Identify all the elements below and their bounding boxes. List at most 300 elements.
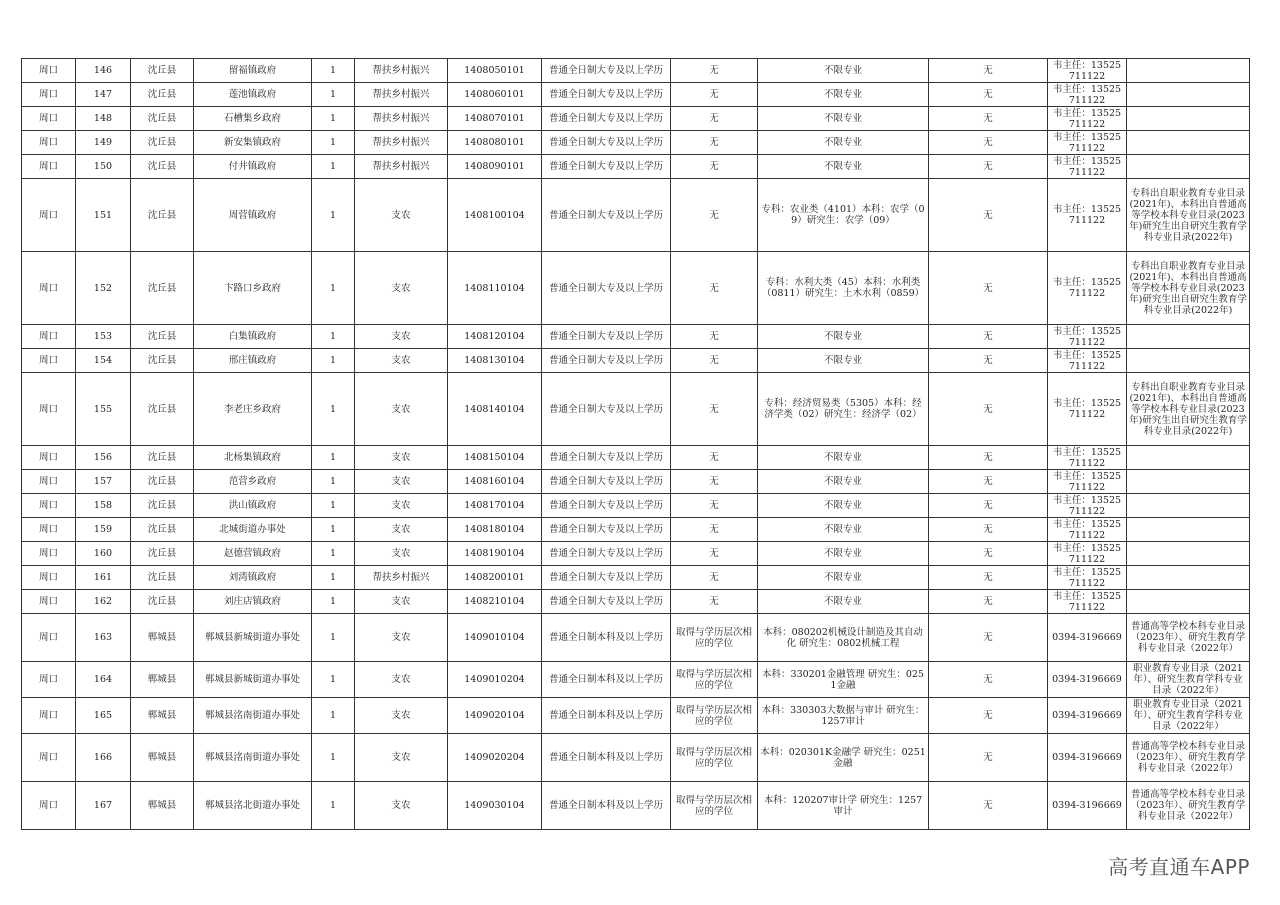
- table-row: [22, 349, 1250, 373]
- county-cell: 沈丘县: [131, 59, 194, 83]
- unit-cell: 北城街道办事处: [194, 518, 312, 542]
- county-cell: 沈丘县: [131, 566, 194, 590]
- contact-cell: 韦主任：13525711122: [1048, 252, 1127, 325]
- degree-cell: 无: [671, 566, 758, 590]
- notes-cell: 专科出自职业教育专业目录(2021年)、本科出自普通高等学校本科专业目录(2023年)研究生出自研究生教育学科专业目录(2022年): [1127, 373, 1250, 446]
- number-cell: 148: [76, 107, 131, 131]
- contact-cell: 韦主任：13525711122: [1048, 446, 1127, 470]
- count-cell: 1: [312, 252, 355, 325]
- post-cell: 支农: [355, 542, 448, 566]
- notes-cell: 专科出自职业教育专业目录(2021年)、本科出自普通高等学校本科专业目录(2023年)研究生出自研究生教育学科专业目录(2022年): [1127, 252, 1250, 325]
- contact-cell: 韦主任：13525711122: [1048, 59, 1127, 83]
- number-cell: 149: [76, 131, 131, 155]
- notes-cell: [1127, 59, 1250, 83]
- count-cell: 1: [312, 614, 355, 662]
- degree-cell: 无: [671, 59, 758, 83]
- count-cell: 1: [312, 590, 355, 614]
- contact-cell: 韦主任：13525711122: [1048, 155, 1127, 179]
- city-cell: 周口: [22, 782, 76, 830]
- count-cell: 1: [312, 59, 355, 83]
- post-cell: 帮扶乡村振兴: [355, 131, 448, 155]
- contact-cell: 0394-3196669: [1048, 662, 1127, 698]
- other-requirement-cell: 无: [929, 614, 1048, 662]
- code-cell: 1408180104: [448, 518, 542, 542]
- major-cell: 不限专业: [758, 470, 929, 494]
- contact-cell: 0394-3196669: [1048, 734, 1127, 782]
- degree-cell: 无: [671, 349, 758, 373]
- unit-cell: 郸城县洺南街道办事处: [194, 734, 312, 782]
- post-cell: 支农: [355, 734, 448, 782]
- county-cell: 沈丘县: [131, 325, 194, 349]
- city-cell: 周口: [22, 107, 76, 131]
- other-requirement-cell: 无: [929, 470, 1048, 494]
- count-cell: 1: [312, 698, 355, 734]
- table-row: [22, 179, 1250, 252]
- education-cell: 普通全日制本科及以上学历: [542, 698, 671, 734]
- city-cell: 周口: [22, 494, 76, 518]
- city-cell: 周口: [22, 325, 76, 349]
- major-cell: 不限专业: [758, 83, 929, 107]
- code-cell: 1409010104: [448, 614, 542, 662]
- other-requirement-cell: 无: [929, 542, 1048, 566]
- education-cell: 普通全日制大专及以上学历: [542, 155, 671, 179]
- major-cell: 本科：330201金融管理 研究生：0251金融: [758, 662, 929, 698]
- notes-cell: [1127, 446, 1250, 470]
- table-row: [22, 566, 1250, 590]
- unit-cell: 白集镇政府: [194, 325, 312, 349]
- count-cell: 1: [312, 662, 355, 698]
- notes-cell: [1127, 83, 1250, 107]
- other-requirement-cell: 无: [929, 59, 1048, 83]
- major-cell: 本科：080202机械设计制造及其自动化 研究生：0802机械工程: [758, 614, 929, 662]
- degree-cell: 无: [671, 131, 758, 155]
- table-row: [22, 734, 1250, 782]
- education-cell: 普通全日制本科及以上学历: [542, 782, 671, 830]
- count-cell: 1: [312, 179, 355, 252]
- table-body: [22, 59, 1250, 830]
- degree-cell: 无: [671, 494, 758, 518]
- post-cell: 支农: [355, 782, 448, 830]
- education-cell: 普通全日制大专及以上学历: [542, 446, 671, 470]
- count-cell: 1: [312, 470, 355, 494]
- contact-cell: 韦主任：13525711122: [1048, 349, 1127, 373]
- major-cell: 不限专业: [758, 566, 929, 590]
- table-row: [22, 542, 1250, 566]
- notes-cell: [1127, 470, 1250, 494]
- number-cell: 167: [76, 782, 131, 830]
- major-cell: 不限专业: [758, 107, 929, 131]
- education-cell: 普通全日制大专及以上学历: [542, 83, 671, 107]
- number-cell: 159: [76, 518, 131, 542]
- count-cell: 1: [312, 446, 355, 470]
- notes-cell: [1127, 155, 1250, 179]
- other-requirement-cell: 无: [929, 446, 1048, 470]
- count-cell: 1: [312, 542, 355, 566]
- notes-cell: 专科出自职业教育专业目录(2021年)、本科出自普通高等学校本科专业目录(2023年)研究生出自研究生教育学科专业目录(2022年): [1127, 179, 1250, 252]
- other-requirement-cell: 无: [929, 373, 1048, 446]
- code-cell: 1408120104: [448, 325, 542, 349]
- county-cell: 沈丘县: [131, 349, 194, 373]
- code-cell: 1408170104: [448, 494, 542, 518]
- major-cell: 专科：经济贸易类（5305）本科：经济学类（02）研究生：经济学（02）: [758, 373, 929, 446]
- table-row: [22, 782, 1250, 830]
- major-cell: 不限专业: [758, 542, 929, 566]
- watermark-text: 高考直通车APP: [1108, 855, 1250, 879]
- city-cell: 周口: [22, 542, 76, 566]
- number-cell: 163: [76, 614, 131, 662]
- major-cell: 不限专业: [758, 325, 929, 349]
- number-cell: 165: [76, 698, 131, 734]
- notes-cell: [1127, 542, 1250, 566]
- code-cell: 1408110104: [448, 252, 542, 325]
- code-cell: 1408200101: [448, 566, 542, 590]
- city-cell: 周口: [22, 131, 76, 155]
- degree-cell: 取得与学历层次相应的学位: [671, 614, 758, 662]
- post-cell: 帮扶乡村振兴: [355, 83, 448, 107]
- major-cell: 本科：330303大数据与审计 研究生：1257审计: [758, 698, 929, 734]
- county-cell: 沈丘县: [131, 446, 194, 470]
- table-row: [22, 614, 1250, 662]
- post-cell: 支农: [355, 179, 448, 252]
- unit-cell: 周营镇政府: [194, 179, 312, 252]
- contact-cell: 韦主任：13525711122: [1048, 470, 1127, 494]
- degree-cell: 无: [671, 179, 758, 252]
- code-cell: 1408050101: [448, 59, 542, 83]
- county-cell: 沈丘县: [131, 518, 194, 542]
- code-cell: 1408060101: [448, 83, 542, 107]
- code-cell: 1408160104: [448, 470, 542, 494]
- table-row: [22, 698, 1250, 734]
- notes-cell: 普通高等学校本科专业目录（2023年）、研究生教育学科专业目录（2022年）: [1127, 734, 1250, 782]
- unit-cell: 郸城县新城街道办事处: [194, 662, 312, 698]
- contact-cell: 韦主任：13525711122: [1048, 107, 1127, 131]
- major-cell: 不限专业: [758, 518, 929, 542]
- county-cell: 沈丘县: [131, 494, 194, 518]
- degree-cell: 无: [671, 107, 758, 131]
- number-cell: 155: [76, 373, 131, 446]
- city-cell: 周口: [22, 59, 76, 83]
- education-cell: 普通全日制大专及以上学历: [542, 325, 671, 349]
- other-requirement-cell: 无: [929, 325, 1048, 349]
- post-cell: 支农: [355, 446, 448, 470]
- major-cell: 专科：农业类（4101）本科：农学（09）研究生：农学（09）: [758, 179, 929, 252]
- table-row: [22, 446, 1250, 470]
- count-cell: 1: [312, 494, 355, 518]
- number-cell: 147: [76, 83, 131, 107]
- city-cell: 周口: [22, 349, 76, 373]
- contact-cell: 韦主任：13525711122: [1048, 542, 1127, 566]
- code-cell: 1408130104: [448, 349, 542, 373]
- other-requirement-cell: 无: [929, 518, 1048, 542]
- city-cell: 周口: [22, 698, 76, 734]
- notes-cell: [1127, 131, 1250, 155]
- count-cell: 1: [312, 131, 355, 155]
- unit-cell: 李老庄乡政府: [194, 373, 312, 446]
- count-cell: 1: [312, 566, 355, 590]
- major-cell: 本科：020301K金融学 研究生：0251金融: [758, 734, 929, 782]
- code-cell: 1409010204: [448, 662, 542, 698]
- contact-cell: 韦主任：13525711122: [1048, 373, 1127, 446]
- education-cell: 普通全日制大专及以上学历: [542, 179, 671, 252]
- code-cell: 1408140104: [448, 373, 542, 446]
- unit-cell: 莲池镇政府: [194, 83, 312, 107]
- number-cell: 154: [76, 349, 131, 373]
- contact-cell: 0394-3196669: [1048, 698, 1127, 734]
- unit-cell: 郸城县洺南街道办事处: [194, 698, 312, 734]
- table-row: [22, 131, 1250, 155]
- number-cell: 153: [76, 325, 131, 349]
- post-cell: 支农: [355, 373, 448, 446]
- number-cell: 162: [76, 590, 131, 614]
- city-cell: 周口: [22, 734, 76, 782]
- post-cell: 支农: [355, 698, 448, 734]
- notes-cell: [1127, 518, 1250, 542]
- degree-cell: 无: [671, 252, 758, 325]
- degree-cell: 无: [671, 325, 758, 349]
- notes-cell: [1127, 107, 1250, 131]
- education-cell: 普通全日制大专及以上学历: [542, 131, 671, 155]
- education-cell: 普通全日制大专及以上学历: [542, 566, 671, 590]
- code-cell: 1408150104: [448, 446, 542, 470]
- contact-cell: 韦主任：13525711122: [1048, 566, 1127, 590]
- degree-cell: 无: [671, 446, 758, 470]
- number-cell: 161: [76, 566, 131, 590]
- post-cell: 支农: [355, 325, 448, 349]
- education-cell: 普通全日制本科及以上学历: [542, 662, 671, 698]
- county-cell: 沈丘县: [131, 131, 194, 155]
- unit-cell: 赵德营镇政府: [194, 542, 312, 566]
- county-cell: 沈丘县: [131, 252, 194, 325]
- number-cell: 156: [76, 446, 131, 470]
- post-cell: 支农: [355, 349, 448, 373]
- other-requirement-cell: 无: [929, 590, 1048, 614]
- county-cell: 郸城县: [131, 698, 194, 734]
- education-cell: 普通全日制本科及以上学历: [542, 614, 671, 662]
- other-requirement-cell: 无: [929, 83, 1048, 107]
- post-cell: 帮扶乡村振兴: [355, 107, 448, 131]
- count-cell: 1: [312, 734, 355, 782]
- count-cell: 1: [312, 373, 355, 446]
- unit-cell: 郸城县新城街道办事处: [194, 614, 312, 662]
- education-cell: 普通全日制大专及以上学历: [542, 107, 671, 131]
- notes-cell: 普通高等学校本科专业目录（2023年）、研究生教育学科专业目录（2022年）: [1127, 614, 1250, 662]
- number-cell: 151: [76, 179, 131, 252]
- county-cell: 沈丘县: [131, 542, 194, 566]
- major-cell: 不限专业: [758, 131, 929, 155]
- education-cell: 普通全日制本科及以上学历: [542, 734, 671, 782]
- number-cell: 164: [76, 662, 131, 698]
- other-requirement-cell: 无: [929, 107, 1048, 131]
- major-cell: 不限专业: [758, 155, 929, 179]
- degree-cell: 无: [671, 590, 758, 614]
- county-cell: 沈丘县: [131, 107, 194, 131]
- city-cell: 周口: [22, 155, 76, 179]
- degree-cell: 取得与学历层次相应的学位: [671, 698, 758, 734]
- city-cell: 周口: [22, 566, 76, 590]
- table-row: [22, 155, 1250, 179]
- city-cell: 周口: [22, 470, 76, 494]
- degree-cell: 无: [671, 518, 758, 542]
- post-cell: 帮扶乡村振兴: [355, 155, 448, 179]
- number-cell: 160: [76, 542, 131, 566]
- code-cell: 1409030104: [448, 782, 542, 830]
- other-requirement-cell: 无: [929, 349, 1048, 373]
- code-cell: 1408090101: [448, 155, 542, 179]
- degree-cell: 取得与学历层次相应的学位: [671, 662, 758, 698]
- code-cell: 1408210104: [448, 590, 542, 614]
- other-requirement-cell: 无: [929, 131, 1048, 155]
- other-requirement-cell: 无: [929, 494, 1048, 518]
- contact-cell: 韦主任：13525711122: [1048, 179, 1127, 252]
- major-cell: 不限专业: [758, 494, 929, 518]
- unit-cell: 付井镇政府: [194, 155, 312, 179]
- number-cell: 146: [76, 59, 131, 83]
- contact-cell: 韦主任：13525711122: [1048, 131, 1127, 155]
- unit-cell: 郸城县洺北街道办事处: [194, 782, 312, 830]
- major-cell: 不限专业: [758, 59, 929, 83]
- other-requirement-cell: 无: [929, 734, 1048, 782]
- post-cell: 支农: [355, 252, 448, 325]
- other-requirement-cell: 无: [929, 782, 1048, 830]
- contact-cell: 韦主任：13525711122: [1048, 494, 1127, 518]
- other-requirement-cell: 无: [929, 179, 1048, 252]
- other-requirement-cell: 无: [929, 662, 1048, 698]
- count-cell: 1: [312, 155, 355, 179]
- education-cell: 普通全日制大专及以上学历: [542, 518, 671, 542]
- education-cell: 普通全日制大专及以上学历: [542, 470, 671, 494]
- education-cell: 普通全日制大专及以上学历: [542, 349, 671, 373]
- table-row: [22, 470, 1250, 494]
- count-cell: 1: [312, 349, 355, 373]
- city-cell: 周口: [22, 662, 76, 698]
- table-row: [22, 590, 1250, 614]
- unit-cell: 北杨集镇政府: [194, 446, 312, 470]
- number-cell: 166: [76, 734, 131, 782]
- other-requirement-cell: 无: [929, 566, 1048, 590]
- notes-cell: [1127, 349, 1250, 373]
- table-row: [22, 59, 1250, 83]
- education-cell: 普通全日制大专及以上学历: [542, 59, 671, 83]
- city-cell: 周口: [22, 252, 76, 325]
- county-cell: 郸城县: [131, 734, 194, 782]
- post-cell: 支农: [355, 590, 448, 614]
- major-cell: 不限专业: [758, 446, 929, 470]
- number-cell: 158: [76, 494, 131, 518]
- contact-cell: 0394-3196669: [1048, 614, 1127, 662]
- table-row: [22, 325, 1250, 349]
- other-requirement-cell: 无: [929, 155, 1048, 179]
- table-row: [22, 83, 1250, 107]
- major-cell: 本科：120207审计学 研究生：1257审计: [758, 782, 929, 830]
- notes-cell: [1127, 494, 1250, 518]
- notes-cell: 职业教育专业目录（2021年）、研究生教育学科专业目录（2022年）: [1127, 698, 1250, 734]
- county-cell: 沈丘县: [131, 179, 194, 252]
- degree-cell: 取得与学历层次相应的学位: [671, 782, 758, 830]
- contact-cell: 韦主任：13525711122: [1048, 590, 1127, 614]
- post-cell: 支农: [355, 470, 448, 494]
- code-cell: 1408080101: [448, 131, 542, 155]
- county-cell: 郸城县: [131, 782, 194, 830]
- city-cell: 周口: [22, 518, 76, 542]
- contact-cell: 韦主任：13525711122: [1048, 518, 1127, 542]
- unit-cell: 洪山镇政府: [194, 494, 312, 518]
- major-cell: 不限专业: [758, 349, 929, 373]
- other-requirement-cell: 无: [929, 698, 1048, 734]
- county-cell: 沈丘县: [131, 590, 194, 614]
- degree-cell: 取得与学历层次相应的学位: [671, 734, 758, 782]
- county-cell: 沈丘县: [131, 83, 194, 107]
- major-cell: 不限专业: [758, 590, 929, 614]
- unit-cell: 新安集镇政府: [194, 131, 312, 155]
- city-cell: 周口: [22, 614, 76, 662]
- unit-cell: 刘湾镇政府: [194, 566, 312, 590]
- post-cell: 支农: [355, 518, 448, 542]
- count-cell: 1: [312, 83, 355, 107]
- post-cell: 帮扶乡村振兴: [355, 59, 448, 83]
- degree-cell: 无: [671, 155, 758, 179]
- city-cell: 周口: [22, 179, 76, 252]
- table-row: [22, 518, 1250, 542]
- city-cell: 周口: [22, 590, 76, 614]
- degree-cell: 无: [671, 83, 758, 107]
- unit-cell: 留福镇政府: [194, 59, 312, 83]
- city-cell: 周口: [22, 446, 76, 470]
- education-cell: 普通全日制大专及以上学历: [542, 373, 671, 446]
- post-cell: 帮扶乡村振兴: [355, 566, 448, 590]
- city-cell: 周口: [22, 373, 76, 446]
- education-cell: 普通全日制大专及以上学历: [542, 252, 671, 325]
- notes-cell: [1127, 566, 1250, 590]
- recruitment-table: [21, 58, 1250, 830]
- notes-cell: [1127, 590, 1250, 614]
- unit-cell: 范营乡政府: [194, 470, 312, 494]
- unit-cell: 卞路口乡政府: [194, 252, 312, 325]
- table-row: [22, 107, 1250, 131]
- post-cell: 支农: [355, 614, 448, 662]
- unit-cell: 石槽集乡政府: [194, 107, 312, 131]
- code-cell: 1408190104: [448, 542, 542, 566]
- unit-cell: 刘庄店镇政府: [194, 590, 312, 614]
- code-cell: 1408100104: [448, 179, 542, 252]
- post-cell: 支农: [355, 494, 448, 518]
- table-row: [22, 662, 1250, 698]
- county-cell: 郸城县: [131, 662, 194, 698]
- post-cell: 支农: [355, 662, 448, 698]
- county-cell: 沈丘县: [131, 373, 194, 446]
- contact-cell: 韦主任：13525711122: [1048, 83, 1127, 107]
- count-cell: 1: [312, 325, 355, 349]
- count-cell: 1: [312, 782, 355, 830]
- count-cell: 1: [312, 107, 355, 131]
- degree-cell: 无: [671, 542, 758, 566]
- number-cell: 157: [76, 470, 131, 494]
- notes-cell: [1127, 325, 1250, 349]
- number-cell: 150: [76, 155, 131, 179]
- city-cell: 周口: [22, 83, 76, 107]
- county-cell: 沈丘县: [131, 155, 194, 179]
- code-cell: 1409020104: [448, 698, 542, 734]
- education-cell: 普通全日制大专及以上学历: [542, 590, 671, 614]
- major-cell: 专科：水利大类（45）本科：水利类（0811）研究生：土木水利（0859）: [758, 252, 929, 325]
- education-cell: 普通全日制大专及以上学历: [542, 542, 671, 566]
- table-row: [22, 373, 1250, 446]
- count-cell: 1: [312, 518, 355, 542]
- table-row: [22, 494, 1250, 518]
- other-requirement-cell: 无: [929, 252, 1048, 325]
- code-cell: 1409020204: [448, 734, 542, 782]
- code-cell: 1408070101: [448, 107, 542, 131]
- degree-cell: 无: [671, 470, 758, 494]
